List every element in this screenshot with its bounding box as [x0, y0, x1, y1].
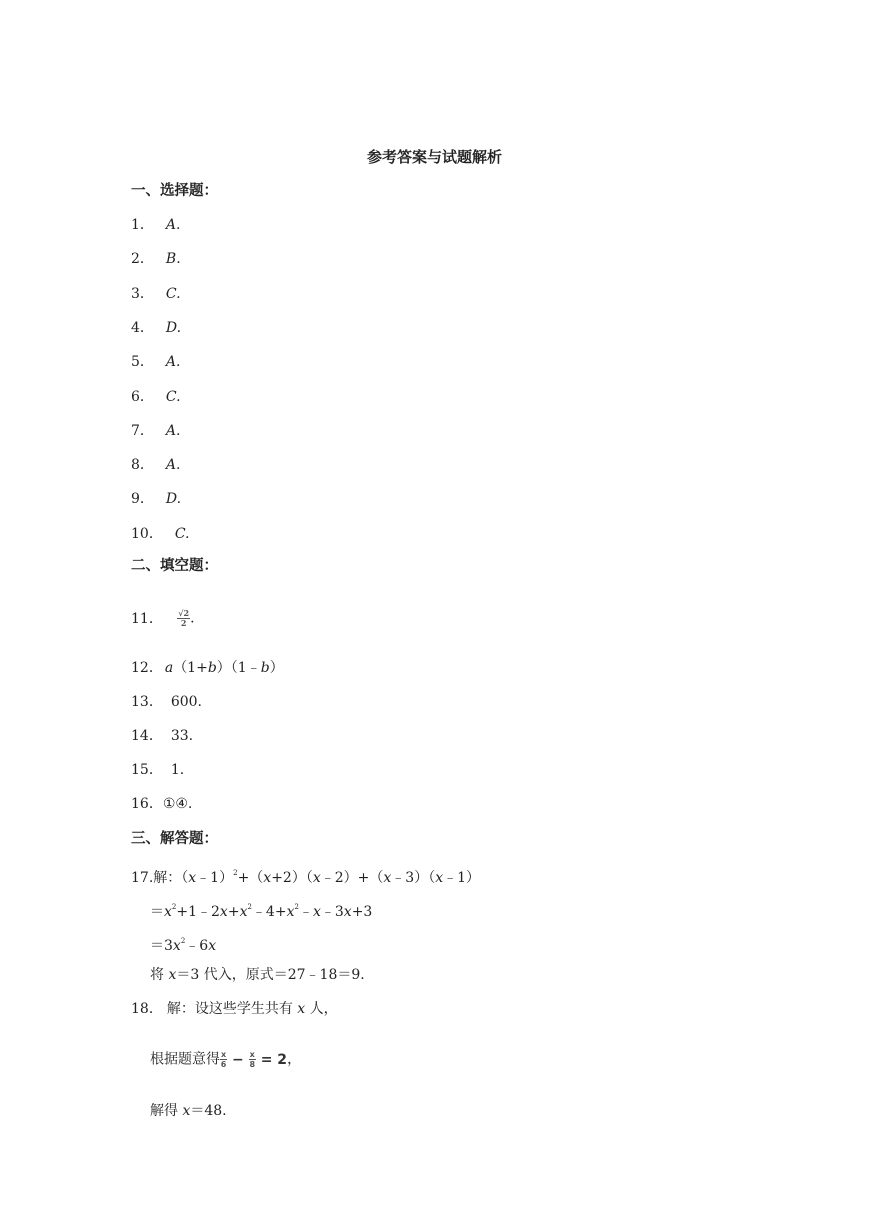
q18-line-1: 18． 解：设这些学生共有 x 人， — [131, 1001, 338, 1017]
list-item-choice — [131, 490, 181, 508]
list-item-choice — [131, 353, 180, 371]
question-number: 1． — [131, 217, 154, 233]
answer-letter: A. — [165, 217, 181, 233]
question-number: 5． — [131, 354, 154, 370]
answer-letter: C. — [174, 526, 190, 542]
answer-letter: D. — [165, 491, 182, 507]
q17-expression: （x﹣1）$^2$+（x+2）（x﹣2）+（x﹣3）（x﹣1） — [181, 869, 481, 886]
q17-line-1: 17.解：（x﹣1）$^2$+（x+2）（x﹣2）+（x﹣3）（x﹣1） — [131, 869, 481, 886]
section-heading-solve: 三、解答题： — [131, 830, 218, 847]
list-item-choice — [131, 319, 181, 337]
list-item-choice — [131, 525, 190, 543]
question-number: 6． — [131, 389, 154, 405]
question-number: 3． — [131, 286, 154, 302]
list-item-q11: 11． $\frac{√2}{2}$ . — [131, 608, 195, 628]
question-number: 8． — [131, 457, 154, 473]
list-item-choice — [131, 422, 180, 440]
answer-letter: D. — [165, 320, 182, 336]
answer-letter: A. — [165, 354, 181, 370]
answer-letter: C. — [165, 286, 181, 302]
list-item-q15: 15． 1. — [131, 762, 185, 778]
list-item-q16: 16．①④. — [131, 796, 193, 812]
question-number: 7． — [131, 423, 154, 439]
q17-line-4: 将 x＝3 代入，原式＝27﹣18＝9. — [150, 967, 365, 983]
list-item-q12: 12． a（1+b）（1﹣b） — [131, 660, 284, 676]
q17-line-3: $=3x^2﹣6x$ — [150, 937, 217, 954]
q18-line-2: 根据题意得 $\frac{x}{6}$ − $\frac{x}{8}$ = 2， — [150, 1050, 302, 1069]
equation-image: $\frac{x}{6}$ − $\frac{x}{8}$ = 2 — [220, 1050, 288, 1069]
question-number: 10． — [131, 526, 163, 542]
list-item-choice — [131, 216, 180, 234]
answer-letter: A. — [165, 457, 181, 473]
q18-line-3: 解得 x＝48. — [150, 1103, 227, 1119]
list-item-choice — [131, 285, 181, 303]
section-heading-choice: 一、选择题： — [131, 182, 218, 199]
question-number: 2． — [131, 251, 154, 267]
answer-letter: B. — [165, 251, 181, 267]
list-item-q14: 14． 33. — [131, 728, 194, 744]
list-item-choice — [131, 250, 181, 268]
answer-letter: C. — [165, 389, 181, 405]
question-number: 4． — [131, 320, 154, 336]
page-title: 参考答案与试题解析 — [366, 148, 502, 166]
question-number: 9． — [131, 491, 154, 507]
list-item-choice — [131, 388, 181, 406]
answer-letter: A. — [165, 423, 181, 439]
list-item-q13: 13． 600. — [131, 694, 202, 710]
list-item-choice — [131, 456, 180, 474]
q17-line-2: $=x^2+1﹣2x+x^2﹣4+x^2﹣x﹣3x+3$ — [150, 903, 373, 920]
fraction-image: $\frac{√2}{2}$ — [178, 608, 190, 628]
section-heading-fill: 二、填空题： — [131, 557, 218, 574]
